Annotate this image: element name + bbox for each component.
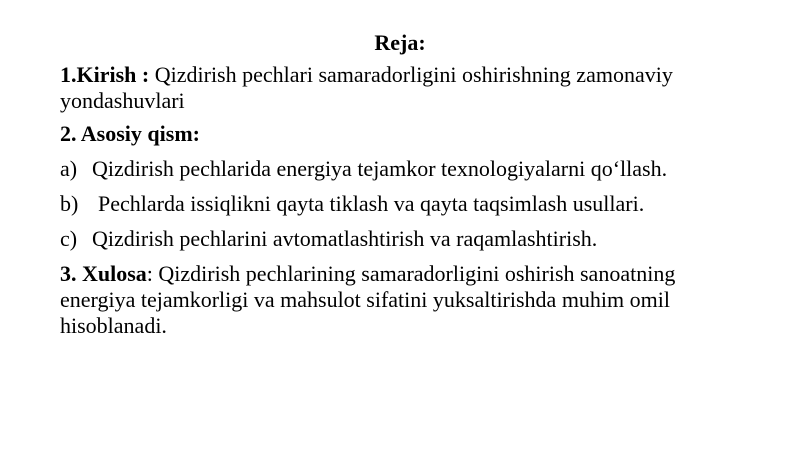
conclusion-paragraph xyxy=(60,261,740,339)
list-item-text: Qizdirish pechlarida energiya tejamkor texnologiyalarni qo‘llash. xyxy=(92,155,668,181)
intro-paragraph xyxy=(60,62,740,114)
conclusion-text: Qizdirish pechlarining samaradorligini oshirish sanoatning energiya tejamkorligi va mahsulot sifatini yuksaltirishda muhim omil hisoblanadi. xyxy=(60,260,676,338)
intro-separator: : xyxy=(136,61,155,87)
list-item-b xyxy=(60,191,740,217)
document-title: Reja: xyxy=(374,30,426,55)
list-marker: a) xyxy=(60,155,78,181)
conclusion-label: 3. Xulosa xyxy=(60,260,147,286)
intro-text: Qizdirish pechlari samaradorligini oshirishning zamonaviy yondashuvlari xyxy=(60,61,673,113)
list-item-text: Qizdirish pechlarini avtomatlashtirish va raqamlashtirish. xyxy=(92,225,598,251)
main-section-heading: 2. Asosiy qism: xyxy=(60,120,200,146)
list-marker: c) xyxy=(60,225,78,251)
list-item-c xyxy=(60,226,740,252)
list-item-a xyxy=(60,156,740,182)
intro-label: 1.Kirish xyxy=(60,61,137,87)
document-page xyxy=(60,30,740,346)
list-marker: b) xyxy=(60,190,79,216)
list-item-text: Pechlarda issiqlikni qayta tiklash va qayta taqsimlash usullari. xyxy=(98,190,645,216)
conclusion-separator: : xyxy=(146,260,159,286)
